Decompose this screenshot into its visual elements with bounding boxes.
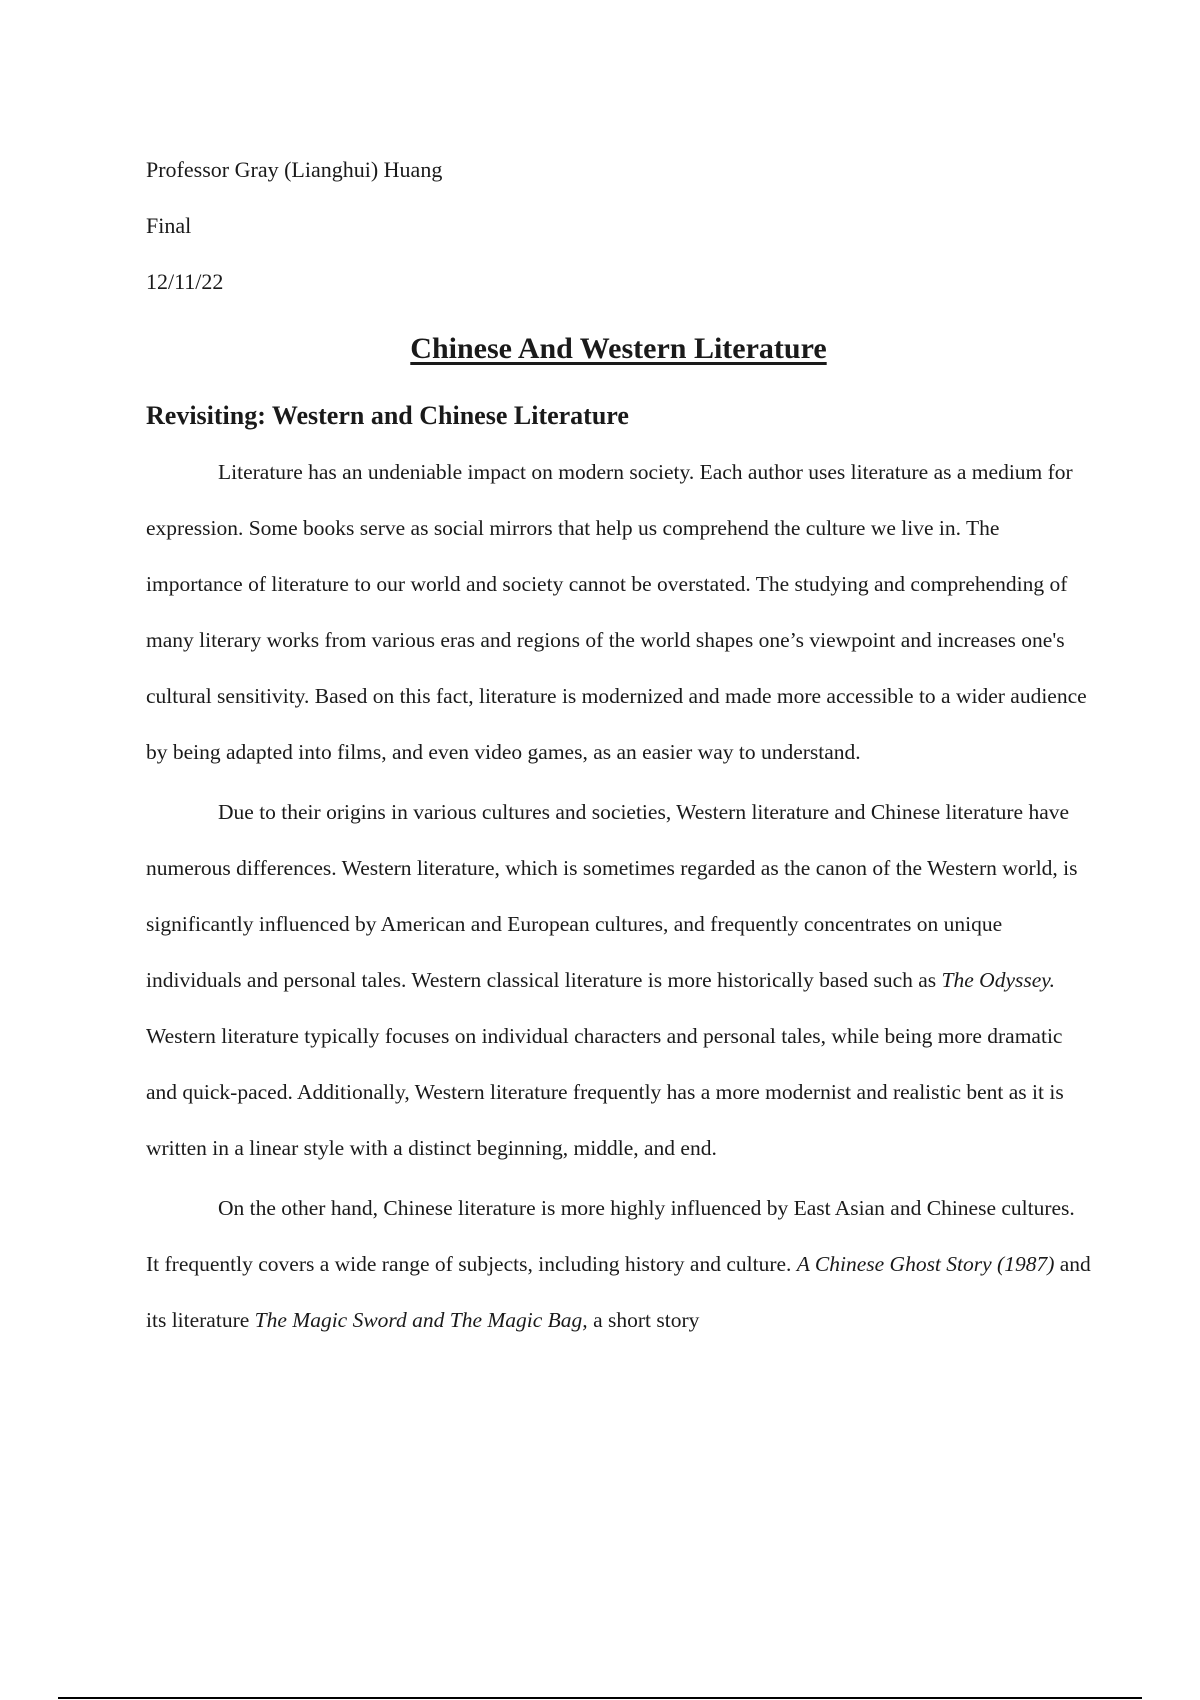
page-bottom-rule (58, 1697, 1142, 1699)
document-body (146, 142, 1091, 1348)
paragraph-3-text-a: On the other hand, Chinese literature is more highly influenced by East Asian and Chinese cultures. It frequently covers a wide range of subjects, including history and culture. (146, 1196, 1075, 1276)
assignment-label: Final (146, 213, 192, 238)
paragraph-3-text-b: and its literature (146, 1252, 1091, 1332)
paragraph-3-title-ghost-story: A Chinese Ghost Story (1987) (796, 1252, 1055, 1276)
instructor-name: Professor Gray (Lianghui) Huang (146, 157, 443, 182)
paragraph-3-title-magic-sword: The Magic Sword and The Magic Bag, (254, 1308, 588, 1332)
document-date: 12/11/22 (146, 269, 224, 294)
paragraph-2 (146, 784, 1091, 1176)
document-title: Chinese And Western Literature (410, 332, 827, 365)
paragraph-2-text-b: Western literature typically focuses on individual characters and personal tales, while being more dramatic and quick-paced. Additionally, Western literature frequently has a more modernist and realistic bent as it is written in a linear style with a distinct beginning, middle, and end. (146, 1024, 1064, 1160)
section-heading: Revisiting: Western and Chinese Literature (146, 401, 629, 430)
paragraph-1: Literature has an undeniable impact on modern society. Each author uses literature as a medium for expression. Some books serve as social mirrors that help us comprehend the culture we live in. The importance of literature to our world and society cannot be overstated. The studying and comprehending of many literary works from various eras and regions of the world shapes one’s viewpoint and increases one's cultural sensitivity. Based on this fact, literature is modernized and made more accessible to a wider audience by being adapted into films, and even video games, as an easier way to understand. (146, 460, 1087, 764)
paragraph-3 (146, 1180, 1091, 1348)
paragraph-2-title-odyssey: The Odyssey. (941, 968, 1055, 992)
paragraph-3-text-c: a short story (587, 1308, 700, 1332)
paragraph-2-text-a: Due to their origins in various cultures and societies, Western literature and Chinese literature have numerous differences. Western literature, which is sometimes regarded as the canon of the Western world, is significantly influenced by American and European cultures, and frequently concentrates on unique individuals and personal tales. Western classical literature is more historically based such as (146, 800, 1078, 992)
